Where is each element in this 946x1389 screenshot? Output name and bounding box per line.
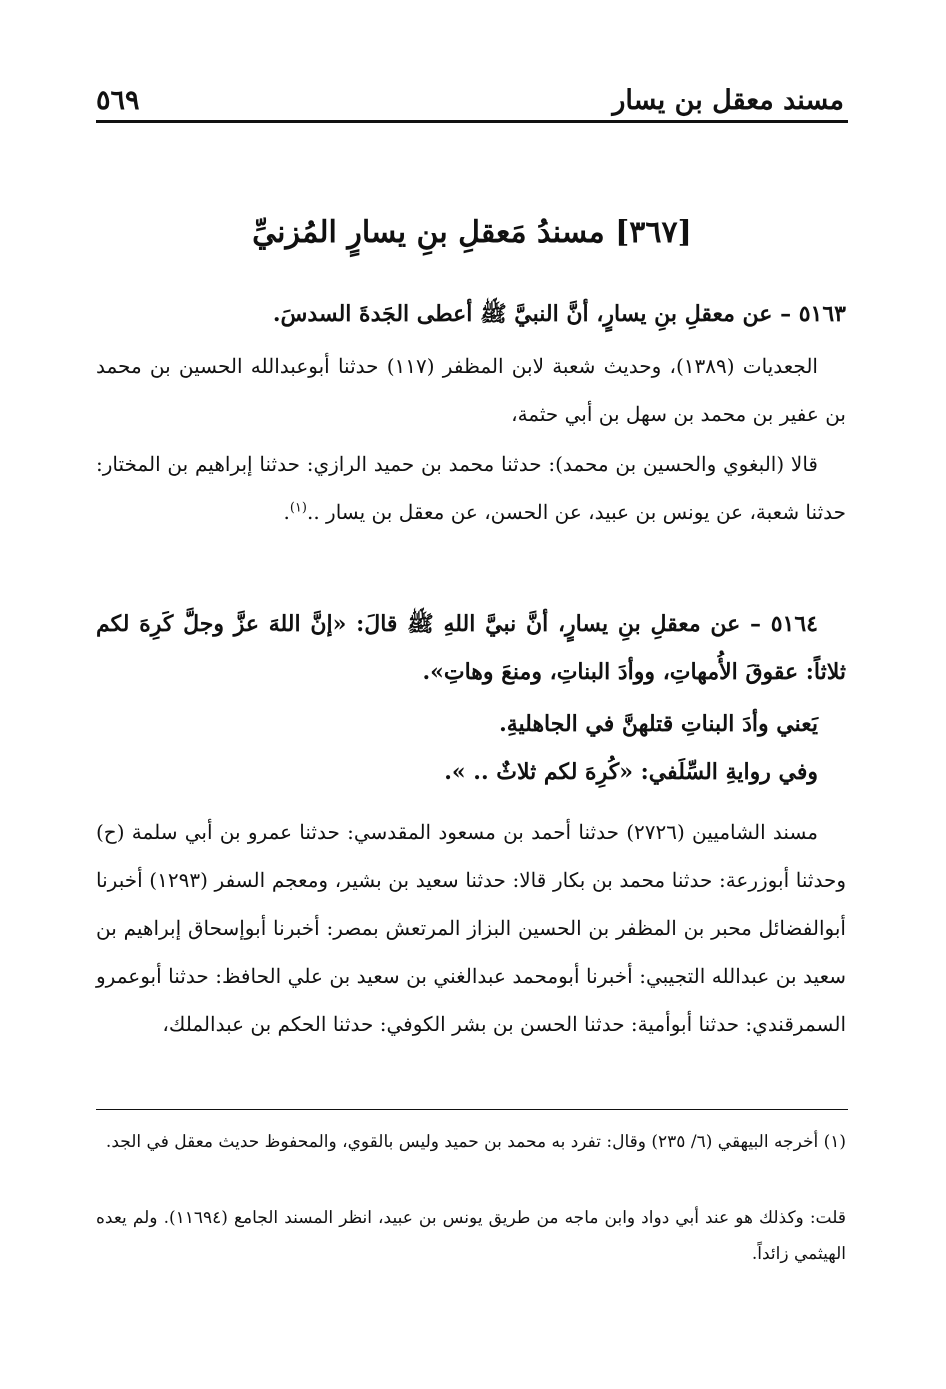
hadith-5164-sources: مسند الشاميين (٢٧٢٦) حدثنا أحمد بن مسعود المقدسي: حدثنا عمرو بن أبي سلمة (ح) وحدثنا أبوزرعة: حدثنا محمد بن بكار قالا: حدثنا سعيد بن بشير، ومعجم السفر (١٢٩٣) أخبرنا أبوالفضائل محبر بن المظفر بن الحسين البزاز المرتعش بمصر: أخبرنا أبوإسحاق إبراهيم بن سعيد بن عبدالله التجيبي: أخبرنا أبومحمد عبدالغني بن سعيد بن علي الحافظ: حدثنا أبوعمرو السمرقندي: حدثنا أبوأمية: حدثنا الحسن بن بشر الكوفي: حدثنا الحكم بن عبدالملك، <box>96 820 846 1036</box>
footnote-rule <box>96 1109 848 1110</box>
running-header <box>96 78 844 118</box>
hadith-5164-variant: وفي روايةِ السِّلَفي: «كُرِهَ لكم ثلاثٌ .. ». <box>444 759 818 785</box>
hadith-5163-chain: قالا (البغوي والحسين بن محمد): حدثنا محمد بن حميد الرازي: حدثنا إبراهيم بن المختار: حدثنا شعبة، عن يونس بن عبيد، عن الحسن، عن معقل بن يسار ..$^{(١)}$. <box>96 452 846 524</box>
footnote-comment: قلت: وكذلك هو عند أبي دواد وابن ماجه من طريق يونس بن عبيد، انظر المسند الجامع (١١٦٩٤). ولم يعده الهيثمي زائداً. <box>96 1208 846 1264</box>
header-rule <box>96 120 848 123</box>
footnote-marker: (١) <box>289 500 307 516</box>
section-heading: [٣٦٧] مسندُ مَعقلِ بنِ يسارٍ المُزنيِّ <box>252 215 692 250</box>
hadith-5163-text: ٥١٦٣ – عن معقلِ بنِ يسارٍ، أنَّ النبيَّ ﷺ أعطى الجَدةَ السدسَ. <box>272 301 846 327</box>
hadith-5164-explanation: يَعني وأدَ البناتِ قتلهنَّ في الجاهليةِ. <box>499 711 818 737</box>
running-title: مسند معقل بن يسار <box>612 85 844 116</box>
hadith-5163-chain-text: قالا (البغوي والحسين بن محمد): حدثنا محمد بن حميد الرازي: حدثنا إبراهيم بن المختار: حدثنا شعبة، عن يونس بن عبيد، عن الحسن، عن معقل بن يسار .. <box>96 452 846 524</box>
footnote-1: (١) أخرجه البيهقي (٦/ ٢٣٥) وقال: تفرد به محمد بن حميد وليس بالقوي، والمحفوظ حديث معقل في الجد. <box>105 1132 846 1152</box>
page-number: ٥٦٩ <box>96 85 140 116</box>
hadith-5163-sources: الجعديات (١٣٨٩)، وحديث شعبة لابن المظفر (١١٧) حدثنا أبوعبدالله الحسين بن محمد بن عفير بن محمد بن سهل بن أبي حثمة، <box>96 354 846 426</box>
hadith-5164-text: ٥١٦٤ – عن معقلِ بنِ يسارٍ، أنَّ نبيَّ اللهِ ﷺ قالَ: «إنَّ اللهَ عزَّ وجلَّ كَرِهَ لكم ثلاثاً: عقوقَ الأُمهاتِ، ووأدَ البناتِ، ومنعَ وهاتِ». <box>96 611 846 685</box>
